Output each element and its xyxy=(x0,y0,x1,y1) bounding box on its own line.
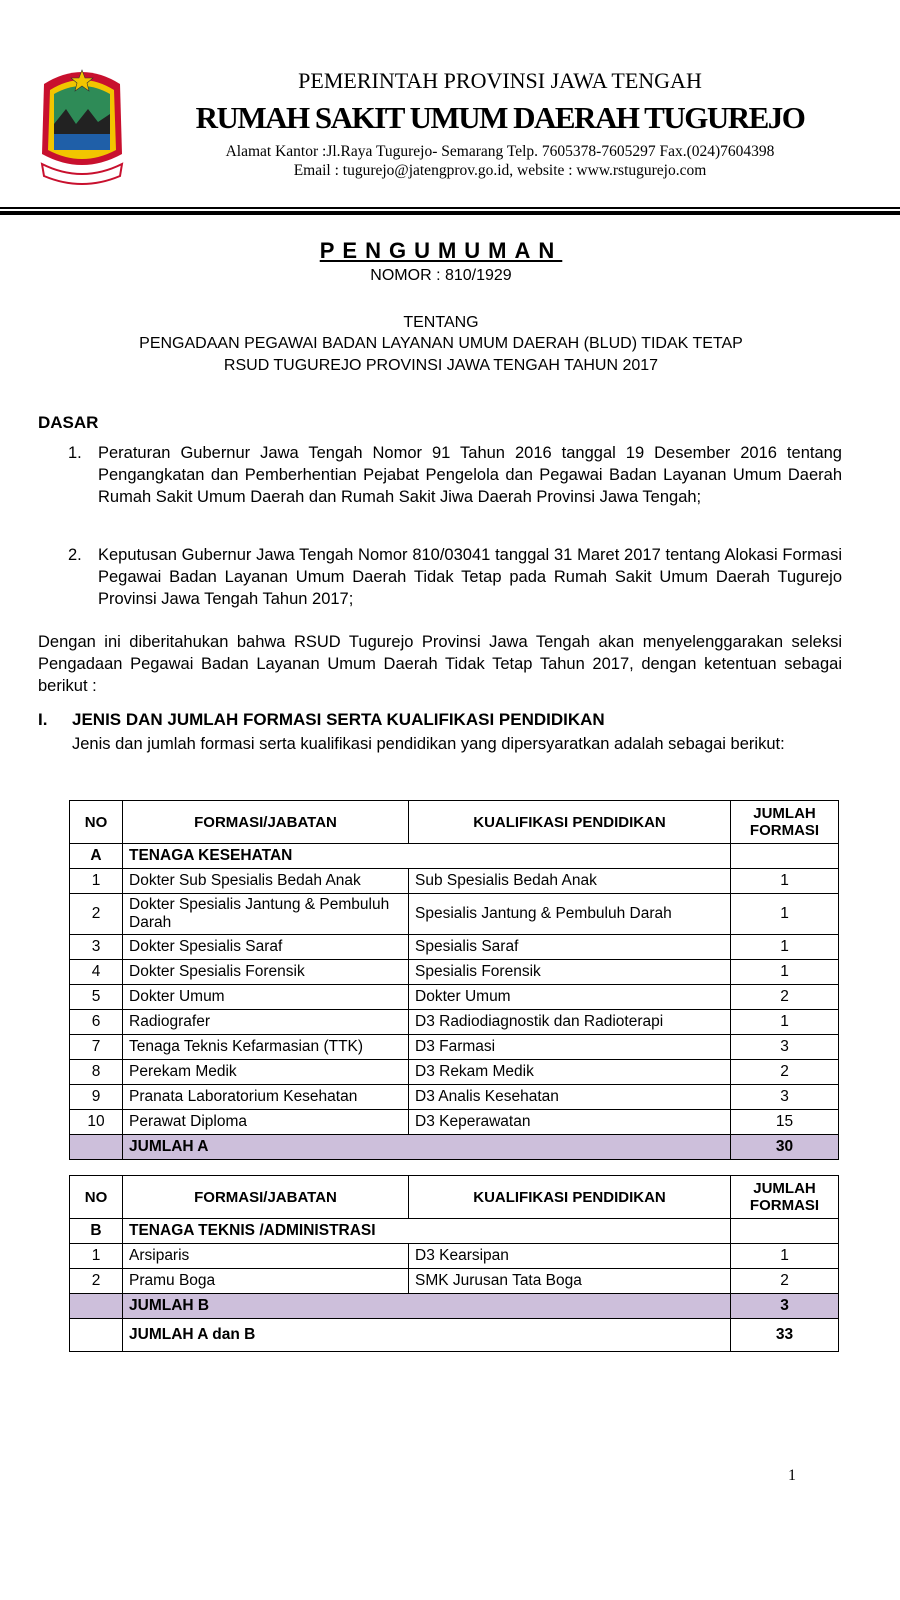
table-row xyxy=(70,1244,839,1269)
cell-jumlah: 1 xyxy=(731,960,839,985)
cell-no: 4 xyxy=(70,960,123,985)
letterhead-contact xyxy=(160,162,840,180)
cell-no: 6 xyxy=(70,1010,123,1035)
email-label: Email : xyxy=(293,162,343,179)
cell-formasi: Radiografer xyxy=(123,1010,409,1035)
subject-line-2: RSUD TUGUREJO PROVINSI JAWA TENGAH TAHUN 2017 xyxy=(223,357,659,374)
group-label: TENAGA TEKNIS /ADMINISTRASI xyxy=(123,1219,731,1244)
letterhead-hospital-name: RUMAH SAKIT UMUM DAERAH TUGUREJO xyxy=(195,100,805,135)
table-row xyxy=(70,1035,839,1060)
col-jumlah: JUMLAH FORMASI xyxy=(731,1176,839,1219)
tentang-label: TENTANG xyxy=(403,314,479,331)
table-row xyxy=(70,1085,839,1110)
group-no: A xyxy=(70,844,123,869)
table-row xyxy=(70,960,839,985)
cell-no: 3 xyxy=(70,935,123,960)
table-row xyxy=(70,1110,839,1135)
col-no: NO xyxy=(70,801,123,844)
cell-no: 1 xyxy=(70,1244,123,1269)
dasar-item-number: 1. xyxy=(68,444,82,462)
cell-jumlah: 2 xyxy=(731,985,839,1010)
cell-jumlah: 1 xyxy=(731,1244,839,1269)
cell-kualifikasi: Dokter Umum xyxy=(409,985,731,1010)
cell-kualifikasi: D3 Radiodiagnostik dan Radioterapi xyxy=(409,1010,731,1035)
total-label: JUMLAH A dan B xyxy=(123,1319,731,1352)
formation-table-b xyxy=(69,1175,839,1352)
cell-jumlah: 2 xyxy=(731,1060,839,1085)
table-row xyxy=(70,894,839,935)
dasar-item-text: Keputusan Gubernur Jawa Tengah Nomor 810/03041 tanggal 31 Maret 2017 tentang Alokasi Formasi Pegawai Badan Layanan Umum Daerah Tidak Tetap pada Rumah Sakit Umum Daerah Tugurejo Provinsi Jawa Tengah Tahun 2017; xyxy=(98,546,842,608)
cell-jumlah: 3 xyxy=(731,1085,839,1110)
cell-no: 2 xyxy=(70,894,123,935)
sum-value: 30 xyxy=(731,1135,839,1160)
cell-formasi: Tenaga Teknis Kefarmasian (TTK) xyxy=(123,1035,409,1060)
dasar-item-number: 2. xyxy=(68,546,82,564)
cell-kualifikasi: Spesialis Jantung & Pembuluh Darah xyxy=(409,894,731,935)
cell-formasi: Dokter Umum xyxy=(123,985,409,1010)
document-number: NOMOR : 810/1929 xyxy=(370,267,512,284)
cell-kualifikasi: D3 Analis Kesehatan xyxy=(409,1085,731,1110)
cell-formasi: Arsiparis xyxy=(123,1244,409,1269)
cell-formasi: Pranata Laboratorium Kesehatan xyxy=(123,1085,409,1110)
cell-jumlah: 15 xyxy=(731,1110,839,1135)
document-title: PENGUMUMAN xyxy=(319,238,563,263)
cell-formasi: Dokter Spesialis Jantung & Pembuluh Darah xyxy=(123,894,409,935)
sum-row xyxy=(70,1294,839,1319)
cell-kualifikasi: Spesialis Forensik xyxy=(409,960,731,985)
cell-no: 5 xyxy=(70,985,123,1010)
total-value: 33 xyxy=(731,1319,839,1352)
table-header xyxy=(70,801,839,844)
page-number: 1 xyxy=(788,1467,796,1484)
cell-formasi: Perekam Medik xyxy=(123,1060,409,1085)
cell-formasi: Dokter Spesialis Saraf xyxy=(123,935,409,960)
cell-kualifikasi: Sub Spesialis Bedah Anak xyxy=(409,869,731,894)
cell-no: 8 xyxy=(70,1060,123,1085)
col-no: NO xyxy=(70,1176,123,1219)
cell-formasi: Dokter Spesialis Forensik xyxy=(123,960,409,985)
cell-kualifikasi: SMK Jurusan Tata Boga xyxy=(409,1269,731,1294)
section-1-text: Jenis dan jumlah formasi serta kualifikasi pendidikan yang dipersyaratkan adalah sebagai berikut: xyxy=(72,735,785,753)
cell-kualifikasi: D3 Kearsipan xyxy=(409,1244,731,1269)
section-1-number: I. xyxy=(38,710,48,729)
group-no: B xyxy=(70,1219,123,1244)
cell-jumlah: 1 xyxy=(731,869,839,894)
letterhead-address: Alamat Kantor :Jl.Raya Tugurejo- Semarang Telp. 7605378-7605297 Fax.(024)7604398 xyxy=(225,143,775,160)
col-kualifikasi: KUALIFIKASI PENDIDIKAN xyxy=(409,801,731,844)
sum-label: JUMLAH B xyxy=(123,1294,731,1319)
letterhead-government: PEMERINTAH PROVINSI JAWA TENGAH xyxy=(298,68,702,93)
col-jumlah: JUMLAH FORMASI xyxy=(731,801,839,844)
group-row xyxy=(70,844,839,869)
table-row xyxy=(70,935,839,960)
table-row xyxy=(70,985,839,1010)
col-formasi: FORMASI/JABATAN xyxy=(123,801,409,844)
cell-kualifikasi: D3 Rekam Medik xyxy=(409,1060,731,1085)
cell-no: 2 xyxy=(70,1269,123,1294)
subject-line-1: PENGADAAN PEGAWAI BADAN LAYANAN UMUM DAERAH (BLUD) TIDAK TETAP xyxy=(139,335,743,352)
header-divider-thin xyxy=(0,207,900,209)
cell-jumlah: 3 xyxy=(731,1035,839,1060)
table-header xyxy=(70,1176,839,1219)
cell-no: 7 xyxy=(70,1035,123,1060)
cell-jumlah: 1 xyxy=(731,1010,839,1035)
group-row xyxy=(70,1219,839,1244)
cell-jumlah: 2 xyxy=(731,1269,839,1294)
cell-formasi: Perawat Diploma xyxy=(123,1110,409,1135)
cell-kualifikasi: D3 Farmasi xyxy=(409,1035,731,1060)
total-row xyxy=(70,1319,839,1352)
dasar-item-text: Peraturan Gubernur Jawa Tengah Nomor 91 Tahun 2016 tanggal 19 Desember 2016 tentang Pengangkatan dan Pemberhentian Pejabat Pengelola dan Pegawai Badan Layanan Umum Daerah Rumah Sakit Umum Daerah dan Rumah Sakit Jiwa Daerah Provinsi Jawa Tengah; xyxy=(98,444,842,506)
table-row xyxy=(70,869,839,894)
cell-kualifikasi: D3 Keperawatan xyxy=(409,1110,731,1135)
table-row xyxy=(70,1010,839,1035)
col-formasi: FORMASI/JABATAN xyxy=(123,1176,409,1219)
section-1-heading: JENIS DAN JUMLAH FORMASI SERTA KUALIFIKASI PENDIDIKAN xyxy=(72,710,605,729)
intro-paragraph: Dengan ini diberitahukan bahwa RSUD Tugurejo Provinsi Jawa Tengah akan menyelenggarakan seleksi Pengadaan Pegawai Badan Layanan Umum Daerah Tidak Tetap Tahun 2017, dengan ketentuan sebagai berikut : xyxy=(38,633,842,695)
group-label: TENAGA KESEHATAN xyxy=(123,844,731,869)
cell-formasi: Pramu Boga xyxy=(123,1269,409,1294)
cell-kualifikasi: Spesialis Saraf xyxy=(409,935,731,960)
col-kualifikasi: KUALIFIKASI PENDIDIKAN xyxy=(409,1176,731,1219)
cell-formasi: Dokter Sub Spesialis Bedah Anak xyxy=(123,869,409,894)
email-link[interactable]: tugurejo@jatengprov.go.id xyxy=(342,162,510,179)
cell-no: 1 xyxy=(70,869,123,894)
website-text: , website : www.rstugurejo.com xyxy=(509,162,707,179)
table-row xyxy=(70,1269,839,1294)
cell-no: 9 xyxy=(70,1085,123,1110)
sum-row xyxy=(70,1135,839,1160)
cell-jumlah: 1 xyxy=(731,935,839,960)
provincial-emblem-logo xyxy=(36,64,128,192)
table-row xyxy=(70,1060,839,1085)
formation-table-a xyxy=(69,800,839,1160)
header-divider-thick xyxy=(0,211,900,215)
sum-label: JUMLAH A xyxy=(123,1135,731,1160)
cell-no: 10 xyxy=(70,1110,123,1135)
cell-jumlah: 1 xyxy=(731,894,839,935)
dasar-heading: DASAR xyxy=(38,413,99,432)
sum-value: 3 xyxy=(731,1294,839,1319)
